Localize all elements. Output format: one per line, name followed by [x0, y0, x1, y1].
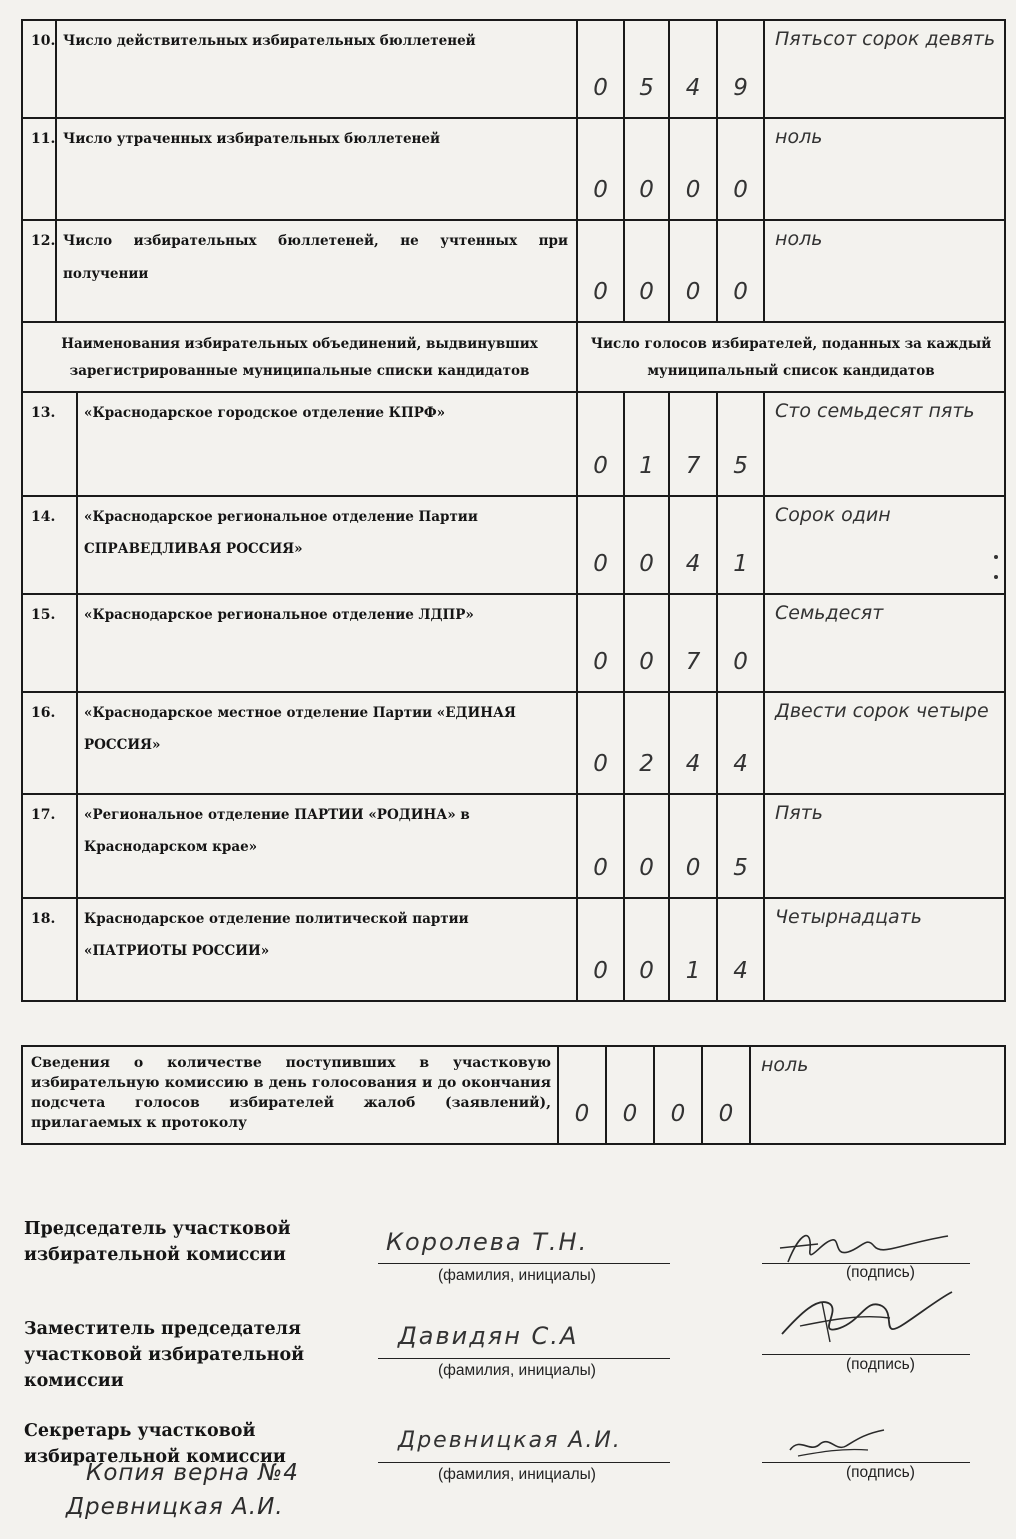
digit-cell: 0: [624, 794, 669, 898]
digit-cell: 9: [717, 20, 764, 118]
digit-cell: 0: [606, 1046, 654, 1144]
digit-cell: 0: [669, 794, 717, 898]
amount-in-words: Двести сорок четыре: [764, 692, 1005, 794]
digit-cell: 0: [577, 220, 624, 322]
digit-cell: 0: [702, 1046, 750, 1144]
signature-caption: (подпись): [846, 1356, 915, 1373]
parties-header: Наименования избирательных объединений, выдвинувших зарегистрированные муниципальные списки кандидатов: [22, 322, 577, 392]
handwritten-note: Древницкая А.И.: [66, 1494, 284, 1520]
amount-in-words: Сорок один: [764, 496, 1005, 594]
digit-cell: 0: [577, 118, 624, 220]
signature-line: [762, 1462, 970, 1463]
secretary-title: Секретарь участковой избирательной комиссии: [24, 1421, 286, 1467]
votes-header: Число голосов избирателей, поданных за каждый муниципальный список кандидатов: [577, 322, 1005, 392]
row-label: Число избирательных бюллетеней, не учтенных при получении: [56, 220, 577, 322]
signature-caption: (подпись): [846, 1464, 915, 1481]
digit-cell: 0: [577, 20, 624, 118]
name-caption: (фамилия, инициалы): [438, 1267, 596, 1284]
row-number: 16.: [22, 692, 77, 794]
digit-cell: 1: [717, 496, 764, 594]
amount-in-words: ноль: [750, 1046, 1005, 1144]
deputy-chairman-title: Заместитель председателя участковой избирательной комиссии: [24, 1319, 305, 1391]
party-name: «Региональное отделение ПАРТИИ «РОДИНА» в Краснодарском крае»: [77, 794, 577, 898]
table-row: [22, 692, 1005, 794]
name-line: [378, 1358, 670, 1359]
digit-cell: 0: [624, 898, 669, 1001]
table-row: [22, 20, 1005, 118]
amount-in-words: Пять: [764, 794, 1005, 898]
row-number: 13.: [22, 392, 77, 496]
table-row: [22, 898, 1005, 1001]
digit-cell: 0: [577, 594, 624, 692]
table-row: [22, 1046, 1005, 1144]
digit-cell: 5: [624, 20, 669, 118]
digit-cell: 4: [717, 898, 764, 1001]
deputy-chairman-name: Давидян С.А: [398, 1322, 579, 1350]
digit-cell: 0: [717, 220, 764, 322]
amount-in-words: Семьдесят: [764, 594, 1005, 692]
name-caption: (фамилия, инициалы): [438, 1466, 596, 1483]
secretary-signature: [780, 1424, 900, 1464]
name-caption: (фамилия, инициалы): [438, 1362, 596, 1379]
amount-in-words: ноль: [764, 118, 1005, 220]
digit-cell: 4: [669, 20, 717, 118]
amount-in-words: Четырнадцать: [764, 898, 1005, 1001]
table-row: [22, 118, 1005, 220]
digit-cell: 5: [717, 392, 764, 496]
digit-cell: 0: [577, 794, 624, 898]
complaints-table: [21, 1045, 1006, 1145]
digit-cell: 4: [669, 496, 717, 594]
table-row: [22, 594, 1005, 692]
row-number: 18.: [22, 898, 77, 1001]
digit-cell: 0: [669, 220, 717, 322]
digit-cell: 0: [717, 594, 764, 692]
digit-cell: 0: [577, 496, 624, 594]
row-number: 15.: [22, 594, 77, 692]
digit-cell: 0: [669, 118, 717, 220]
name-line: [378, 1462, 670, 1463]
party-name: «Краснодарское местное отделение Партии «ЕДИНАЯ РОССИЯ»: [77, 692, 577, 794]
amount-in-words: Пятьсот сорок девять: [764, 20, 1005, 118]
signature-line: [762, 1354, 970, 1355]
handwritten-note: Копия верна №4: [86, 1460, 299, 1486]
stray-mark: [994, 575, 998, 579]
row-number: 12.: [22, 220, 56, 322]
row-number: 10.: [22, 20, 56, 118]
digit-cell: 0: [577, 692, 624, 794]
stray-mark: [994, 555, 998, 559]
chairman-name: Королева Т.Н.: [386, 1228, 589, 1256]
row-label: Число утраченных избирательных бюллетеней: [56, 118, 577, 220]
signature-caption: (подпись): [846, 1264, 915, 1281]
digit-cell: 0: [558, 1046, 606, 1144]
digit-cell: 0: [624, 496, 669, 594]
digit-cell: 1: [669, 898, 717, 1001]
digit-cell: 4: [717, 692, 764, 794]
party-name: «Краснодарское городское отделение КПРФ»: [77, 392, 577, 496]
row-number: 11.: [22, 118, 56, 220]
digit-cell: 4: [669, 692, 717, 794]
row-number: 14.: [22, 496, 77, 594]
row-label: Число действительных избирательных бюллетеней: [56, 20, 577, 118]
complaints-label: Сведения о количестве поступивших в участковую избирательную комиссию в день голосования и до окончания подсчета голосов избирателей жалоб (заявлений), прилагаемых к протоколу: [22, 1046, 558, 1144]
digit-cell: 0: [624, 220, 669, 322]
digit-cell: 0: [577, 392, 624, 496]
table-row: [22, 496, 1005, 594]
digit-cell: 0: [717, 118, 764, 220]
name-line: [378, 1263, 670, 1264]
table-row: [22, 794, 1005, 898]
party-name: Краснодарское отделение политической партии «ПАТРИОТЫ РОССИИ»: [77, 898, 577, 1001]
deputy-chairman-signature: [770, 1284, 970, 1354]
digit-cell: 1: [624, 392, 669, 496]
table-row: [22, 220, 1005, 322]
digit-cell: 0: [577, 898, 624, 1001]
party-name: «Краснодарское региональное отделение ЛДПР»: [77, 594, 577, 692]
chairman-title: Председатель участковой избирательной комиссии: [24, 1219, 291, 1265]
amount-in-words: ноль: [764, 220, 1005, 322]
digit-cell: 2: [624, 692, 669, 794]
digit-cell: 0: [624, 118, 669, 220]
digit-cell: 7: [669, 392, 717, 496]
digit-cell: 0: [654, 1046, 702, 1144]
section-header-row: [22, 322, 1005, 392]
digit-cell: 5: [717, 794, 764, 898]
digit-cell: 7: [669, 594, 717, 692]
party-name: «Краснодарское региональное отделение Партии СПРАВЕДЛИВАЯ РОССИЯ»: [77, 496, 577, 594]
row-number: 17.: [22, 794, 77, 898]
digit-cell: 0: [624, 594, 669, 692]
table-row: [22, 392, 1005, 496]
results-table: [21, 19, 1006, 1002]
secretary-name: Древницкая А.И.: [398, 1428, 622, 1453]
amount-in-words: Сто семьдесят пять: [764, 392, 1005, 496]
